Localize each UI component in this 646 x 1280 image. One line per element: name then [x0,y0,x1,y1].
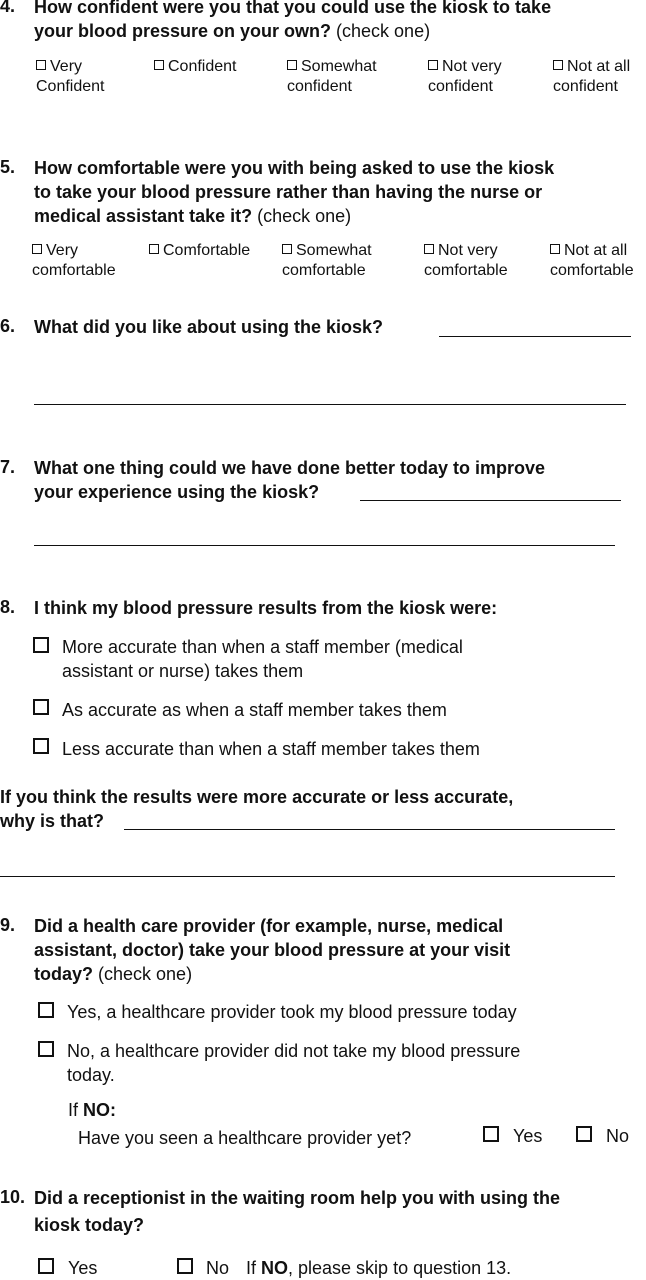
q8-option-3-label: Less accurate than when a staff member takes them [62,739,480,759]
q4-option-5-label: Not at all [567,58,631,75]
q10-if-no-bold: NO [261,1258,289,1278]
q5-option-5-label: Not at all [564,242,628,259]
question-5-line-3-bold: medical assistant take it? [34,206,253,226]
q4-option-confident[interactable] [154,57,237,77]
question-5-line-2: to take your blood pressure rather than having the nurse or [34,182,543,202]
q8-option-1-checkbox[interactable] [33,637,49,653]
checkbox-icon[interactable] [287,60,297,70]
q4-option-1-label-2: Confident [36,78,105,95]
q9-if-label: If [68,1100,84,1120]
q10-yes-checkbox[interactable] [38,1258,54,1274]
q7-answer-line-1[interactable] [360,500,621,501]
q4-option-2-label: Confident [168,58,237,75]
q4-option-1-label: Very [50,58,83,75]
question-5-line-3 [34,204,351,228]
q4-option-4-label-2: confident [428,78,493,95]
q5-option-5-label-2: comfortable [550,262,634,279]
q9-seen-yes-checkbox[interactable] [483,1126,499,1142]
question-8-text: I think my blood pressure results from the kiosk were: [34,598,498,618]
q6-answer-line-2[interactable] [34,404,626,405]
q4-option-3-label-2: confident [287,78,352,95]
q4-option-somewhat-confident[interactable] [287,57,377,97]
q4-option-5-label-2: confident [553,78,618,95]
q4-option-very-confident[interactable] [36,57,105,97]
q9-seen-provider-question: Have you seen a healthcare provider yet? [78,1128,412,1148]
question-4-line-2-bold: your blood pressure on your own? [34,21,332,41]
q8-option-2-label: As accurate as when a staff member takes them [62,700,447,720]
question-10-line-2: kiosk today? [34,1215,145,1235]
checkbox-icon[interactable] [553,60,563,70]
question-7-number: 7. [0,457,16,477]
q10-if-post: , please skip to question 13. [288,1258,512,1278]
question-10-number: 10. [0,1187,26,1207]
q5-option-not-very-comfortable[interactable] [424,241,508,281]
q8-answer-line-2[interactable] [0,876,615,877]
q10-skip-instruction [246,1256,511,1280]
q8-option-1-line-1: More accurate than when a staff member (medical [62,637,463,657]
question-9-line-3-bold: today? [34,964,94,984]
q9-seen-no-checkbox[interactable] [576,1126,592,1142]
q8-option-2-checkbox[interactable] [33,699,49,715]
q5-option-4-label-2: comfortable [424,262,508,279]
q9-if-no-bold: NO: [83,1100,117,1120]
q5-option-4-label: Not very [438,242,498,259]
q9-option-yes-checkbox[interactable] [38,1002,54,1018]
q9-option-no-line-2: today. [67,1065,115,1085]
q4-option-3-label: Somewhat [301,58,377,75]
q5-option-3-label: Somewhat [296,242,372,259]
question-9-line-2: assistant, doctor) take your blood pressure at your visit [34,940,511,960]
question-4-number: 4. [0,0,16,16]
q5-option-1-label: Very [46,242,79,259]
q4-option-not-at-all-confident[interactable] [553,57,630,97]
checkbox-icon[interactable] [550,244,560,254]
q5-option-very-comfortable[interactable] [32,241,116,281]
question-4-line-1: How confident were you that you could use the kiosk to take [34,0,552,17]
question-5-line-3-note: (check one) [252,206,352,226]
q8-followup-line-1: If you think the results were more accurate or less accurate, [0,787,514,807]
q9-option-no-checkbox[interactable] [38,1041,54,1057]
q9-if-no-label [68,1098,116,1122]
q5-option-comfortable[interactable] [149,241,250,261]
question-10-line-1: Did a receptionist in the waiting room help you with using the [34,1188,561,1208]
checkbox-icon[interactable] [428,60,438,70]
q10-no-label: No [206,1258,230,1278]
q6-answer-line-1[interactable] [439,336,631,337]
q8-option-1-line-2: assistant or nurse) takes them [62,661,304,681]
q10-if-pre: If [246,1258,262,1278]
q8-followup-line-2: why is that? [0,811,105,831]
question-4-line-2-note: (check one) [331,21,431,41]
q5-option-1-label-2: comfortable [32,262,116,279]
q9-option-yes-label: Yes, a healthcare provider took my blood pressure today [67,1002,517,1022]
question-6-text: What did you like about using the kiosk? [34,317,384,337]
question-4-line-2 [34,19,430,43]
q4-option-4-label: Not very [442,58,502,75]
checkbox-icon[interactable] [282,244,292,254]
checkbox-icon[interactable] [424,244,434,254]
q9-seen-no-label: No [606,1126,630,1146]
question-5-number: 5. [0,157,16,177]
question-9-number: 9. [0,915,16,935]
question-7-line-2: your experience using the kiosk? [34,482,320,502]
q9-option-no-line-1: No, a healthcare provider did not take my blood pressure [67,1041,521,1061]
q7-answer-line-2[interactable] [34,545,615,546]
question-5-line-1: How comfortable were you with being asked to use the kiosk [34,158,555,178]
question-9-line-3-note: (check one) [93,964,193,984]
checkbox-icon[interactable] [32,244,42,254]
q10-yes-label: Yes [68,1258,98,1278]
checkbox-icon[interactable] [149,244,159,254]
q8-option-3-checkbox[interactable] [33,738,49,754]
checkbox-icon[interactable] [36,60,46,70]
question-9-line-1: Did a health care provider (for example, nurse, medical [34,916,504,936]
question-8-number: 8. [0,597,16,617]
q9-seen-yes-label: Yes [513,1126,543,1146]
checkbox-icon[interactable] [154,60,164,70]
q5-option-3-label-2: comfortable [282,262,366,279]
question-6-number: 6. [0,316,16,336]
q10-no-checkbox[interactable] [177,1258,193,1274]
question-7-line-1: What one thing could we have done better today to improve [34,458,546,478]
question-9-line-3 [34,962,192,986]
q4-option-not-very-confident[interactable] [428,57,502,97]
q5-option-somewhat-comfortable[interactable] [282,241,372,281]
q5-option-2-label: Comfortable [163,242,251,259]
q5-option-not-at-all-comfortable[interactable] [550,241,634,281]
q8-answer-line-1[interactable] [124,829,615,830]
